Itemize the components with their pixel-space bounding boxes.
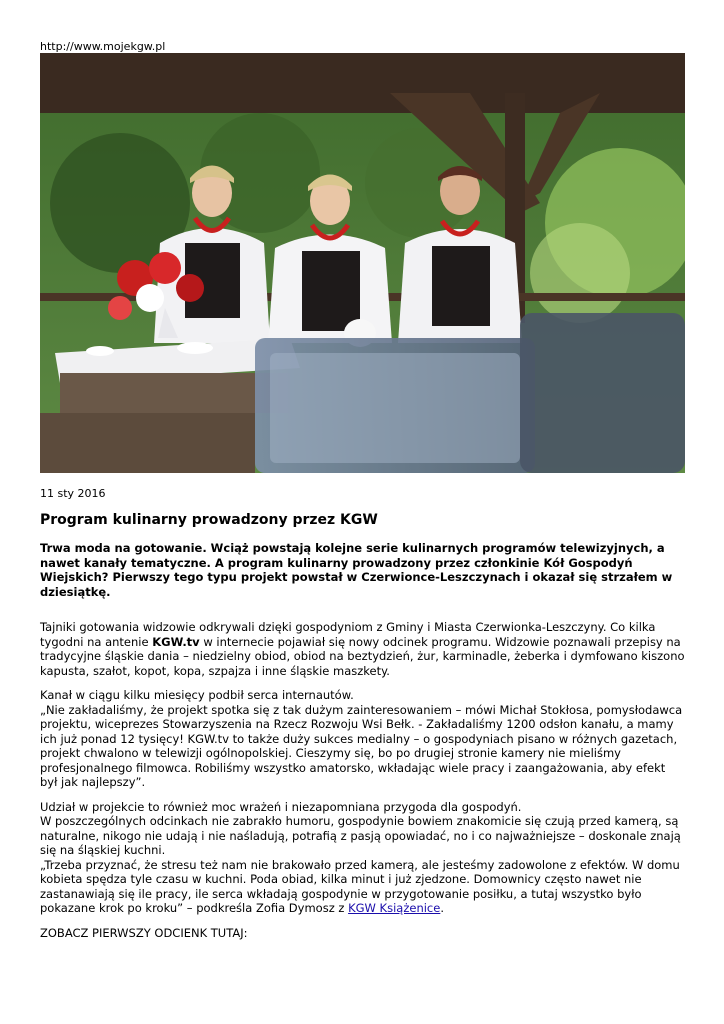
paragraph-1 bbox=[40, 620, 685, 678]
article-photo bbox=[40, 53, 685, 473]
source-url: http://www.mojekgw.pl bbox=[40, 40, 166, 53]
paragraph-3-line-2: W poszczególnych odcinkach nie zabrakło humoru, gospodynie bowiem znakomicie się czują przed kamerą, są naturalne, nikogo nie udają i nie naśladują, potrafią z pasją opowiadać, no i co najważniejsze – doskonale znają się na śląskiej kuchni. bbox=[40, 814, 681, 857]
kgw-tv-mention: KGW.tv bbox=[152, 634, 200, 649]
article-title: Program kulinarny prowadzony przez KGW bbox=[40, 512, 378, 528]
paragraph-2-quote: „Nie zakładaliśmy, że projekt spotka się z tak dużym zainteresowaniem – mówi Michał Stokłosa, pomysłodawca projektu, wiceprezes Stowarzyszenia na Rzecz Rozwoju Wsi Bełk. - Zakładaliśmy 1200 odsłon kanału, a mamy ich już ponad 12 tysięcy! KGW.tv to także duży sukces medialny – o gospodyniach pisano w różnych gazetach, projekt chwalono w telewizji ogólnopolskiej. Cieszymy się, bo po drugiej stronie kamery nie mieliśmy profesjonalnego filmowca. Robiliśmy wszystko amatorsko, wkładając wiele pracy i zaangażowania, aby efekt był jak najlepszy”. bbox=[40, 702, 683, 789]
watch-first-episode-cta: ZOBACZ PIERWSZY ODCIENK TUTAJ: bbox=[40, 925, 248, 940]
article-date: 11 sty 2016 bbox=[40, 487, 106, 500]
article-lead: Trwa moda na gotowanie. Wciąż powstają kolejne serie kulinarnych programów telewizyjnych, a nawet kanały tematyczne. A program kulinarny prowadzony przez członkinie Kół Gospodyń Wiejskich? Pierwszy tego typu projekt powstał w Czerwionce-Leszczynach i okazał się strzałem w dziesiątkę. bbox=[40, 541, 673, 599]
photo-scene bbox=[40, 53, 685, 473]
paragraph-1-end: w internecie pojawiał się nowy odcinek programu. Widzowie poznawali przepisy na tradycyjne śląskie dania – niedzielny obiod, obiod na beztydzień, żur, karminadle, żeberka i dymfowano kiszono kapusta, szałot, kopot, kopa, szpajza i inne śląskie maszkety. bbox=[40, 634, 685, 678]
paragraph-3-line-1: Udział w projekcie to również moc wrażeń i niezapomniana przygoda dla gospodyń. bbox=[40, 799, 522, 814]
article-body bbox=[40, 620, 685, 950]
paragraph-2-line-1: Kanał w ciągu kilku miesięcy podbił serca internautów. bbox=[40, 688, 354, 702]
paragraph-2 bbox=[40, 688, 685, 790]
paragraph-3-end: . bbox=[440, 901, 444, 915]
paragraph-1-start: Tajniki gotowania widzowie odkrywali dzięki gospodyniom z Gminy i Miasta Czerwionka-Leszczyny. Co kilka tygodni na antenie bbox=[40, 620, 656, 649]
paragraph-3 bbox=[40, 800, 685, 916]
kgw-ksiazenice-link[interactable]: KGW Książenice bbox=[348, 901, 441, 915]
paragraph-3-quote: „Trzeba przyznać, że stresu też nam nie brakowało przed kamerą, ale jesteśmy zadowolone z efektów. W domu kobieta spędza tyle czasu w kuchni. Poda obiad, kilka minut i już zjedzone. Domownicy często nawet nie zastanawiają się ile pracy, ile serca wkładają gospodynie w przygotowanie posiłku, a tutaj wszystko było pokazane krok po kroku” – podkreśla Zofia Dymosz z bbox=[40, 857, 680, 915]
